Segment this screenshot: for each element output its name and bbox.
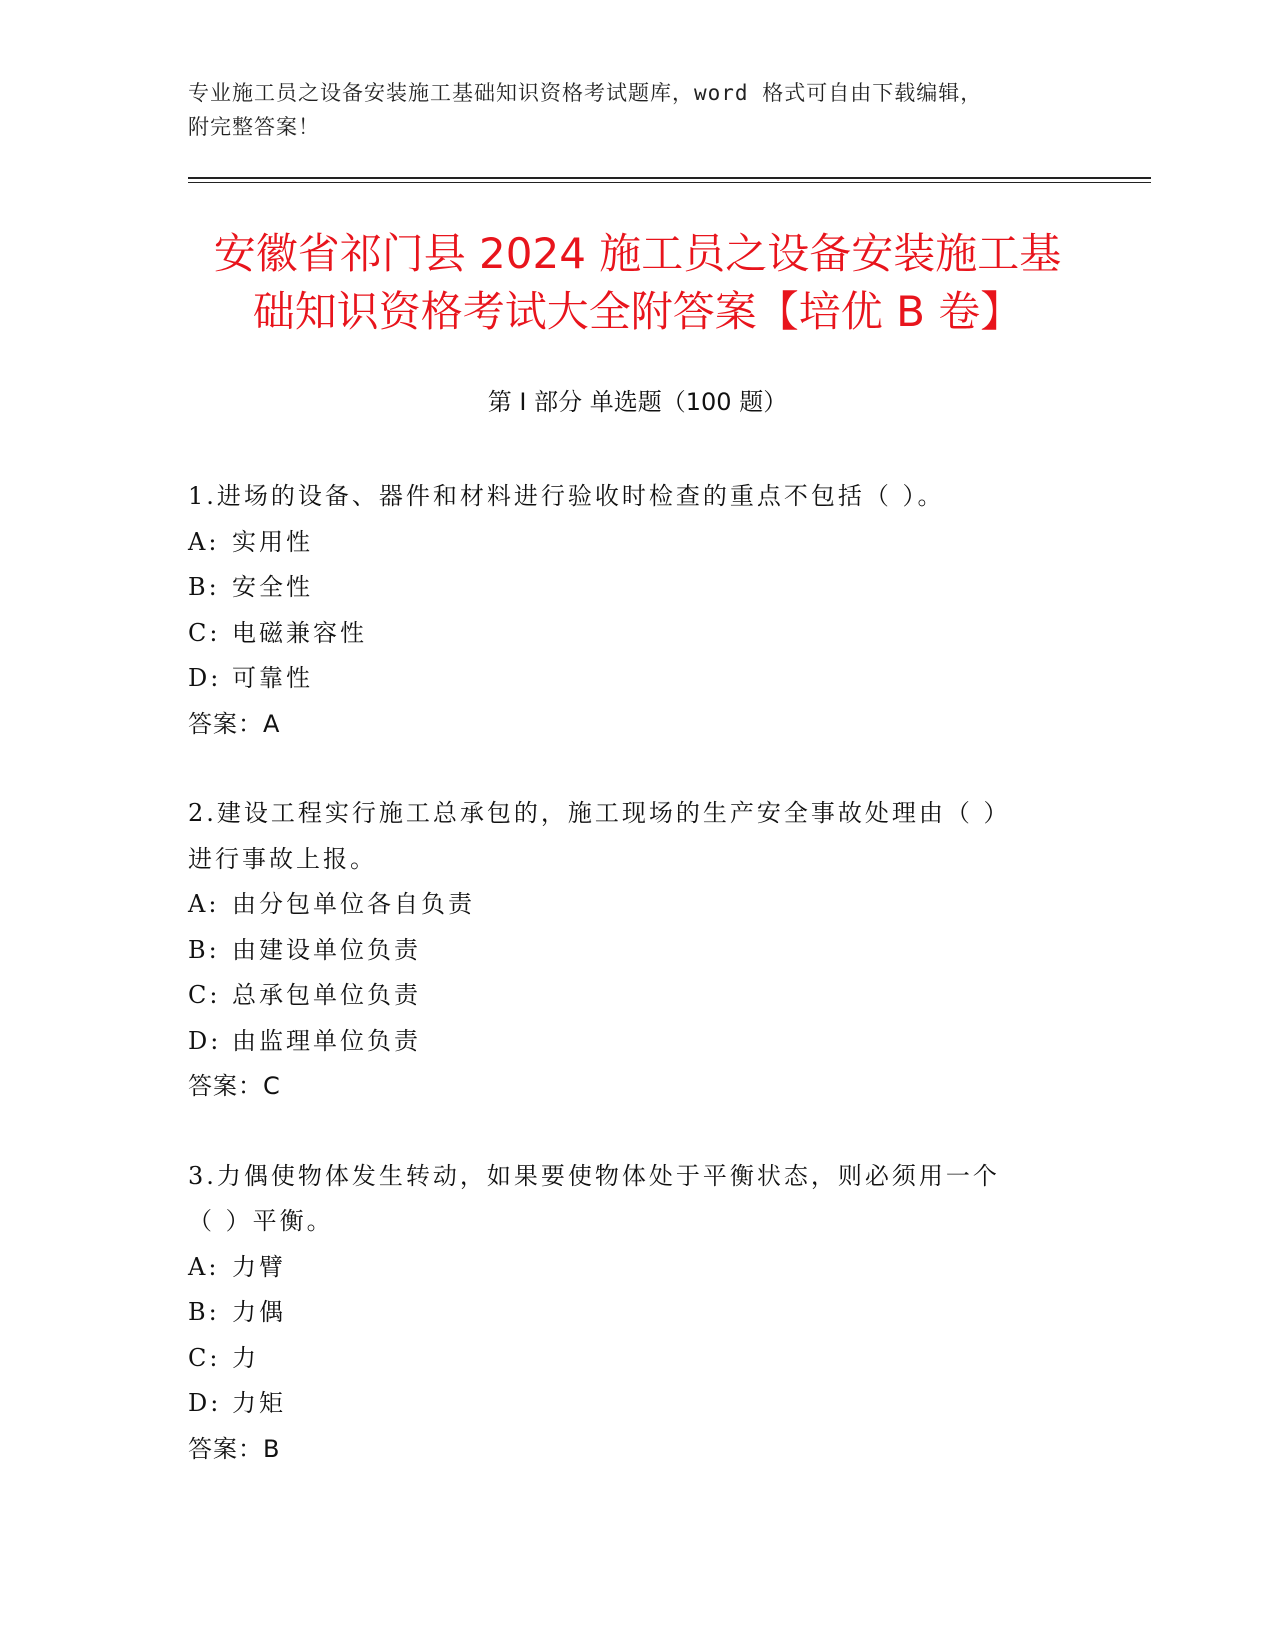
question-text: 2.建设工程实行施工总承包的，施工现场的生产安全事故处理由（ ） [188,799,1011,827]
option-key: B: [188,1298,220,1326]
option-text: 实用性 [232,527,313,556]
header-note [188,76,1088,144]
option-a [188,520,1088,566]
question-3 [188,1154,1088,1473]
option-a [188,882,1088,928]
question-1 [188,474,1088,747]
header-note-line-2: 附完整答案！ [188,115,320,139]
option-text: 由建设单位负责 [232,935,421,964]
option-key: D: [188,1026,222,1055]
option-text: 力矩 [232,1389,286,1417]
header-divider-thin [188,182,1151,183]
option-text: 安全性 [232,573,313,601]
document-title-line-2: 础知识资格考试大全附答案【培优 B 卷】 [252,287,1023,336]
option-text: 由分包单位各自负责 [232,890,475,918]
option-key: A: [188,1252,220,1281]
question-2 [188,791,1088,1110]
option-text: 力臂 [232,1252,286,1281]
option-key: C: [188,981,221,1009]
option-key: B: [188,935,220,964]
option-d [188,656,1088,702]
question-list [188,474,1088,1516]
option-b [188,1290,1088,1336]
option-c [188,973,1088,1019]
option-key: A: [188,527,220,556]
option-d [188,1019,1088,1065]
option-key: D: [188,1389,222,1417]
question-text-continued: （ ）平衡。 [188,1207,334,1235]
option-a [188,1245,1088,1291]
answer: 答案：A [188,709,281,738]
option-key: A: [188,890,220,918]
question-text: 1.进场的设备、器件和材料进行验收时检查的重点不包括（ ）。 [188,482,945,510]
option-key: D: [188,664,222,692]
header-divider-thick [188,177,1151,179]
option-key: C: [188,618,221,647]
option-key: C: [188,1343,221,1372]
option-b [188,928,1088,974]
option-b [188,565,1088,611]
answer: 答案：B [188,1434,281,1463]
option-text: 由监理单位负责 [232,1026,421,1055]
option-c [188,611,1088,657]
option-c [188,1336,1088,1382]
section-title: 第 I 部分 单选题（100 题） [487,388,788,416]
option-d [188,1381,1088,1427]
question-text-continued: 进行事故上报。 [188,844,377,873]
document-title-line-1: 安徽省祁门县 2024 施工员之设备安装施工基 [213,229,1062,278]
option-text: 可靠性 [232,664,313,692]
option-key: B: [188,573,220,601]
option-text: 力 [232,1343,259,1372]
option-text: 力偶 [232,1298,286,1326]
option-text: 总承包单位负责 [232,981,421,1009]
answer: 答案：C [188,1072,281,1100]
question-text: 3.力偶使物体发生转动，如果要使物体处于平衡状态，则必须用一个 [188,1161,1000,1190]
document-title [150,225,1125,341]
header-note-line-1: 专业施工员之设备安装施工基础知识资格考试题库，word 格式可自由下载编辑， [188,81,983,105]
option-text: 电磁兼容性 [232,618,367,647]
